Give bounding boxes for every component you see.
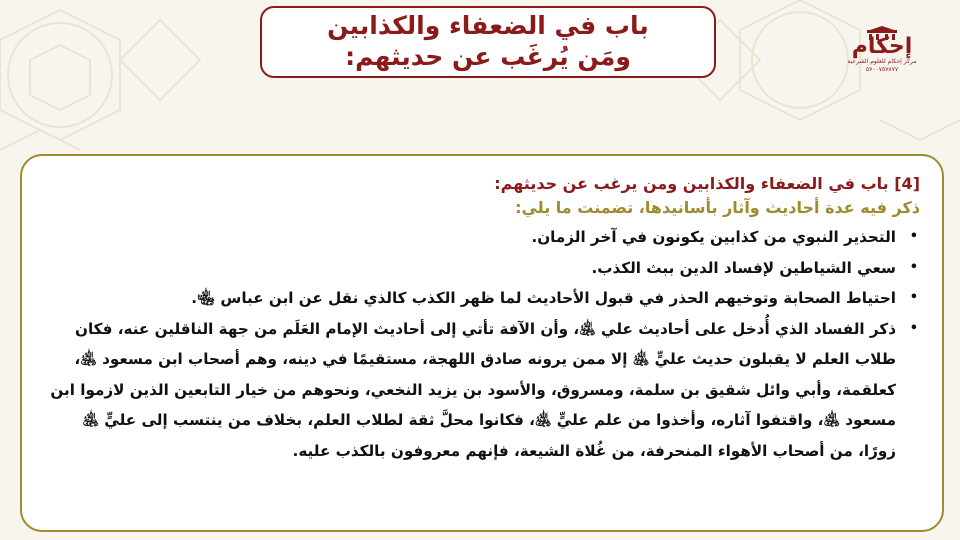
- bullet-icon: •: [909, 320, 918, 336]
- list-item-text: احتياط الصحابة وتوخيهم الحذر في قبول الأحاديث لما ظهر الكذب كالذي نقل عن ابن عباس ﵄.: [191, 289, 896, 307]
- list-item: [44, 222, 920, 253]
- logo: [840, 26, 924, 96]
- content-box: [20, 154, 944, 532]
- logo-name: إحكام: [851, 34, 913, 59]
- title-box: [260, 6, 716, 78]
- list-item-text: ذكر الفساد الذي أُدخل على أحاديث علي ﵁، وأن الآفة تأتي إلى أحاديث الإمام العَلَم من جهة الناقلين عنه، فكان طلاب العلم لا يقبلون حديث عليٍّ ﵁ إلا ممن يرونه صادق اللهجة، مستقيمًا في دينه، وهم أصحاب ابن مسعود ﵁، كعلقمة، وأبي وائل شقيق بن سلمة، ومسروق، والأسود بن يزيد النخعي، ونحوهم من خيار التابعين الذين لازموا ابن مسعود ﵁، واقتفوا آثاره، وأخذوا من علم عليٍّ ﵁، فكانوا محلَّ ثقة لطلاب العلم، بخلاف من ينتسب إلى عليٍّ ﵁ زورًا، من أصحاب الأهواء المنحرفة، من غُلاة الشيعة، فإنهم معروفون بالكذب عليه.: [50, 319, 896, 460]
- bullet-icon: •: [909, 290, 918, 305]
- logo-phone: ٥٧٠٠٧٥٧٨٧٧: [865, 66, 899, 73]
- title-line-2: ومَن يُرغَب عن حديثهم:: [345, 42, 631, 71]
- section-heading: [4] باب في الضعفاء والكذابين ومن يرغب عن حديثهم:: [494, 174, 920, 193]
- list-item: [44, 253, 920, 284]
- list-item-text: سعي الشياطين لإفساد الدين ببث الكذب.: [591, 258, 896, 277]
- bullet-icon: •: [909, 259, 918, 275]
- points-list: [44, 222, 920, 466]
- list-item-text: التحذير النبوي من كذابين يكونون في آخر الزمان.: [531, 228, 896, 246]
- bullet-icon: •: [909, 229, 918, 244]
- title-line-1: باب في الضعفاء والكذابين: [327, 11, 649, 40]
- list-item: [44, 314, 920, 467]
- logo-subtitle: مركز إحكام للعلوم الشرعية: [847, 58, 917, 65]
- section-subheading: ذكر فيه عدة أحاديث وآثار بأسانيدها، تضمنت ما يلي:: [515, 198, 920, 217]
- list-item: [44, 283, 920, 314]
